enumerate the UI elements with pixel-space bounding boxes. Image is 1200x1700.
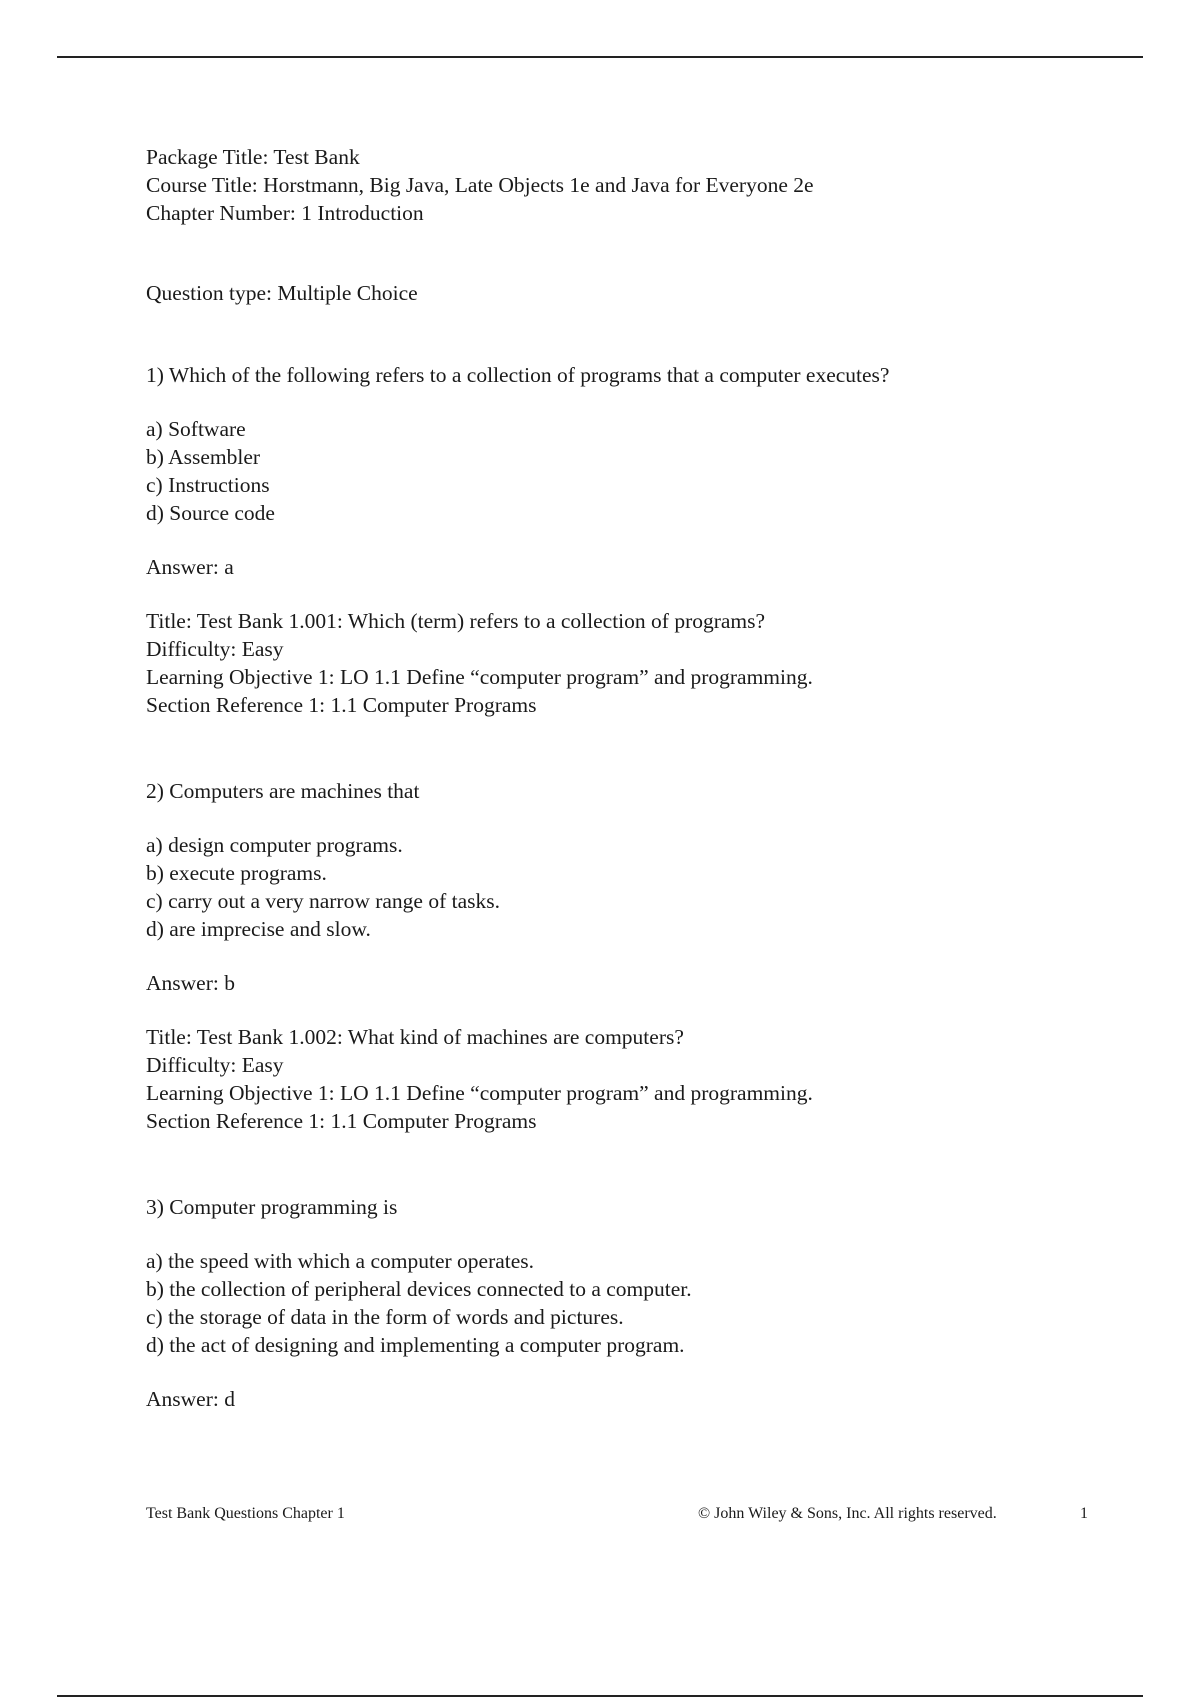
footer-copyright: © John Wiley & Sons, Inc. All rights reserved.	[698, 1505, 997, 1522]
difficulty: Difficulty: Easy	[146, 1053, 284, 1077]
course-title: Course Title: Horstmann, Big Java, Late Objects 1e and Java for Everyone 2e	[146, 173, 814, 197]
question-title: Title: Test Bank 1.002: What kind of machines are computers?	[146, 1025, 684, 1049]
answer: Answer: a	[146, 555, 234, 579]
question-title: Title: Test Bank 1.001: Which (term) refers to a collection of programs?	[146, 609, 766, 633]
answer: Answer: d	[146, 1387, 235, 1411]
package-title: Package Title: Test Bank	[146, 145, 360, 169]
question-block	[146, 1193, 1106, 1413]
question-block	[146, 777, 1106, 1135]
footer-chapter: Test Bank Questions Chapter 1	[146, 1505, 345, 1522]
question-prompt: 1) Which of the following refers to a collection of programs that a computer executes?	[146, 363, 890, 387]
bottom-rule	[57, 1695, 1143, 1697]
difficulty: Difficulty: Easy	[146, 637, 284, 661]
option: a) the speed with which a computer operates.	[146, 1249, 535, 1273]
option: c) carry out a very narrow range of tasks.	[146, 889, 500, 913]
question-prompt: 2) Computers are machines that	[146, 779, 420, 803]
chapter-number: Chapter Number: 1 Introduction	[146, 201, 424, 225]
learning-objective: Learning Objective 1: LO 1.1 Define “computer program” and programming.	[146, 665, 813, 689]
question-block	[146, 361, 1106, 719]
option: b) the collection of peripheral devices connected to a computer.	[146, 1277, 692, 1301]
option: b) Assembler	[146, 445, 261, 469]
option: c) Instructions	[146, 473, 270, 497]
question-prompt: 3) Computer programming is	[146, 1195, 398, 1219]
learning-objective: Learning Objective 1: LO 1.1 Define “computer program” and programming.	[146, 1081, 813, 1105]
option: d) are imprecise and slow.	[146, 917, 371, 941]
document-body	[146, 143, 1106, 1413]
option: c) the storage of data in the form of words and pictures.	[146, 1305, 624, 1329]
answer: Answer: b	[146, 971, 235, 995]
section-reference: Section Reference 1: 1.1 Computer Programs	[146, 1109, 537, 1133]
option: a) design computer programs.	[146, 833, 403, 857]
section-reference: Section Reference 1: 1.1 Computer Programs	[146, 693, 537, 717]
page-number: 1	[1080, 1505, 1088, 1522]
question-type: Question type: Multiple Choice	[146, 281, 418, 305]
option: a) Software	[146, 417, 246, 441]
option: d) Source code	[146, 501, 275, 525]
option: d) the act of designing and implementing a computer program.	[146, 1333, 685, 1357]
top-rule	[57, 56, 1143, 58]
option: b) execute programs.	[146, 861, 327, 885]
